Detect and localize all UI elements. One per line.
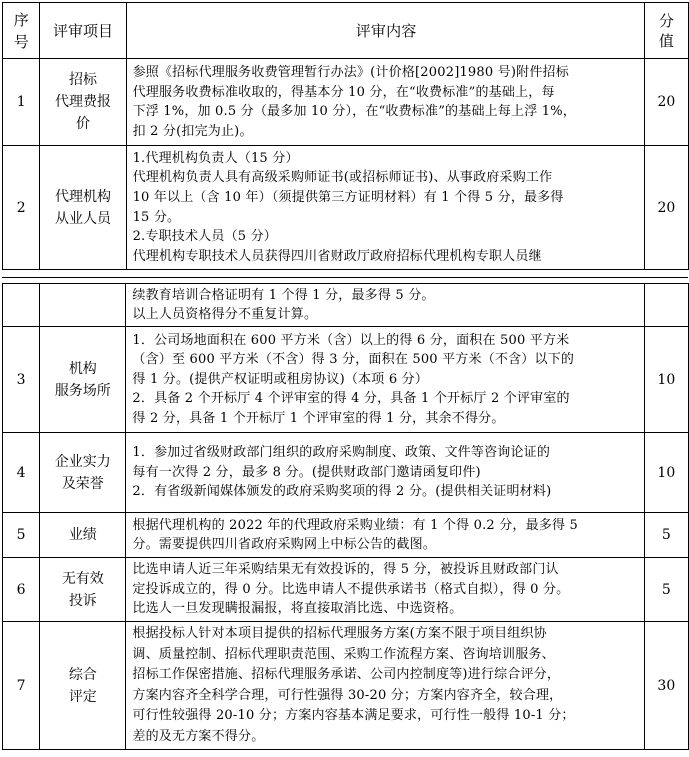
content-line: 每有一次得 2 分，最多 8 分。(提供财政部门邀请函复印件) xyxy=(132,464,481,480)
table-row xyxy=(3,146,689,270)
table-row xyxy=(3,59,689,146)
row-item-line: 综合 xyxy=(68,666,97,683)
row-content xyxy=(126,284,644,327)
row-item-line: 价 xyxy=(75,116,90,132)
row-content xyxy=(126,433,644,513)
row-score: 5 xyxy=(644,513,688,558)
content-line: 1．公司场地面积在 600 平方米（含）以上的得 6 分，面积在 500 平方米 xyxy=(132,332,570,348)
header-score-cell xyxy=(644,3,688,59)
row-no: 2 xyxy=(3,146,40,270)
content-line: 得 2 分，具备 1 个开标厅 1 个评审室的得 1 分，其余不得分。 xyxy=(132,410,505,426)
content-line: 参照《招标代理服务收费管理暂行办法》(计价格[2002]1980 号)附件招标 xyxy=(132,65,569,80)
header-item: 评审项目 xyxy=(40,3,126,59)
row-score xyxy=(644,284,688,327)
header-row xyxy=(3,3,689,59)
row-item-line: 服务场所 xyxy=(54,382,111,399)
row-content xyxy=(126,59,644,146)
content-line: 1．参加过省级财政部门组织的政府采购制度、政策、文件等咨询论证的 xyxy=(132,445,551,461)
row-item-line: 招标 xyxy=(68,72,97,88)
content-line: 10 年以上（含 10 年）（须提供第三方证明材料）有 1 个得 5 分，最多得 xyxy=(132,189,564,205)
row-score: 10 xyxy=(644,433,688,513)
content-line: 可行性较强得 20-10 分；方案内容基本满足要求，可行性一般得 10-1 分； xyxy=(132,708,575,723)
content-line: 差的及无方案不得分。 xyxy=(132,728,265,744)
content-line: 根据代理机构的 2022 年的代理政府采购业绩：有 1 个得 0.2 分，最多得 5 xyxy=(132,517,579,533)
content-line: 比选人一旦发现瞒报漏报，将直接取消比选、中选资格。 xyxy=(132,601,463,617)
content-line: 扣 2 分(扣完为止)。 xyxy=(132,123,253,139)
row-item xyxy=(40,433,126,513)
row-content xyxy=(126,327,644,433)
content-line: 代理机构专职技术人员获得四川省财政厅政府招标代理机构专职人员继 xyxy=(132,248,542,264)
row-no: 7 xyxy=(3,622,40,750)
row-item-line: 评定 xyxy=(68,688,97,705)
row-item xyxy=(40,558,126,622)
row-content xyxy=(126,558,644,622)
row-item-line: 代理机构 xyxy=(54,188,111,205)
content-line: 下浮 1%，加 0.5 分（最多加 10 分），在“收费标准”的基础上每上浮 1%， xyxy=(132,104,577,119)
row-item-line: 代理费报 xyxy=(54,94,111,110)
table-row xyxy=(3,327,689,433)
content-line: 2．具备 2 个开标厅 4 个评审室的得 4 分，具备 1 个开标厅 2 个评审室的 xyxy=(132,391,570,407)
row-item-line: 机构 xyxy=(68,360,97,377)
row-no: 4 xyxy=(3,433,40,513)
table-row xyxy=(3,622,689,750)
content-line: 代理机构负责人具有高级采购师证书(或招标师证书)、从事政府采购工作 xyxy=(132,170,553,186)
row-content xyxy=(126,622,644,750)
header-no-cell xyxy=(3,3,40,59)
row-score: 5 xyxy=(644,558,688,622)
row-item-line: 从业人员 xyxy=(54,210,111,227)
row-score: 10 xyxy=(644,327,688,433)
row-no: 5 xyxy=(3,513,40,558)
content-line: （含）至 600 平方米（不含）得 3 分，面积在 500 平方米（不含）以下的 xyxy=(132,352,575,368)
row-item-line: 无有效 xyxy=(61,570,104,587)
row-item-line: 投诉 xyxy=(68,592,97,609)
row-content xyxy=(126,513,644,558)
content-line: 定投诉成立的，得 0 分。比选申请人不提供承诺书（格式自拟），得 0 分。 xyxy=(132,581,570,597)
content-line: 方案内容齐全科学合理，可行性强得 30-20 分；方案内容齐全，较合理， xyxy=(132,687,563,703)
content-line: 以上人员资格得分不重复计算。 xyxy=(132,307,318,322)
row-item-line: 企业实力 xyxy=(54,453,111,470)
content-line: 分。需要提供四川省政府采购网上中标公告的截图。 xyxy=(132,537,437,552)
content-line: 调、质量控制、招标代理职责范围、采购工作流程方案、咨询培训服务、 xyxy=(132,646,555,662)
table-row xyxy=(3,513,689,558)
content-line: 比选申请人近三年采购结果无有效投诉的，得 5 分，被投诉且财政部门认 xyxy=(132,562,559,578)
row-score: 30 xyxy=(644,622,688,750)
row-item xyxy=(40,59,126,146)
scoring-table-part2 xyxy=(2,283,689,750)
content-line: 2．有省级新闻媒体颁发的政府采购奖项的得 2 分。(提供相关证明材料) xyxy=(132,484,552,500)
header-score-line1: 分 xyxy=(658,11,674,30)
header-no: 序号 xyxy=(13,10,29,51)
row-no: 1 xyxy=(3,59,40,146)
page-break-line xyxy=(2,277,688,278)
table-row xyxy=(3,558,689,622)
scoring-table-part1 xyxy=(2,2,689,270)
row-no: 3 xyxy=(3,327,40,433)
content-line: 2.专职技术人员（5 分） xyxy=(132,229,277,245)
content-line: 得 1 分。(提供产权证明或租房协议)（本项 6 分） xyxy=(132,371,429,387)
row-no xyxy=(3,284,40,327)
content-line: 15 分。 xyxy=(132,209,181,225)
table-row xyxy=(3,284,689,327)
header-score-line2: 值 xyxy=(658,31,674,50)
page-break-gap xyxy=(0,273,689,283)
row-score: 20 xyxy=(644,146,688,270)
row-content xyxy=(126,146,644,270)
row-no: 6 xyxy=(3,558,40,622)
row-item xyxy=(40,622,126,750)
table-row xyxy=(3,433,689,513)
content-line: 根据投标人针对本项目提供的招标代理服务方案(方案不限于项目组织协 xyxy=(132,626,547,641)
content-line: 1.代理机构负责人（15 分） xyxy=(132,150,299,166)
content-line: 代理服务收费标准收取的，得基本分 10 分，在“收费标准”的基础上，每 xyxy=(132,84,555,100)
header-content: 评审内容 xyxy=(126,3,644,59)
row-item xyxy=(40,284,126,327)
content-line: 招标工作保密措施、招标代理服务承诺、公司内控制度等)进行综合评分， xyxy=(132,667,561,682)
row-item xyxy=(40,146,126,270)
row-item xyxy=(40,327,126,433)
row-item: 业绩 xyxy=(40,513,126,558)
row-score: 20 xyxy=(644,59,688,146)
content-line: 续教育培训合格证明有 1 个得 1 分，最多得 5 分。 xyxy=(132,287,435,303)
row-item-line: 及荣誉 xyxy=(61,475,104,492)
